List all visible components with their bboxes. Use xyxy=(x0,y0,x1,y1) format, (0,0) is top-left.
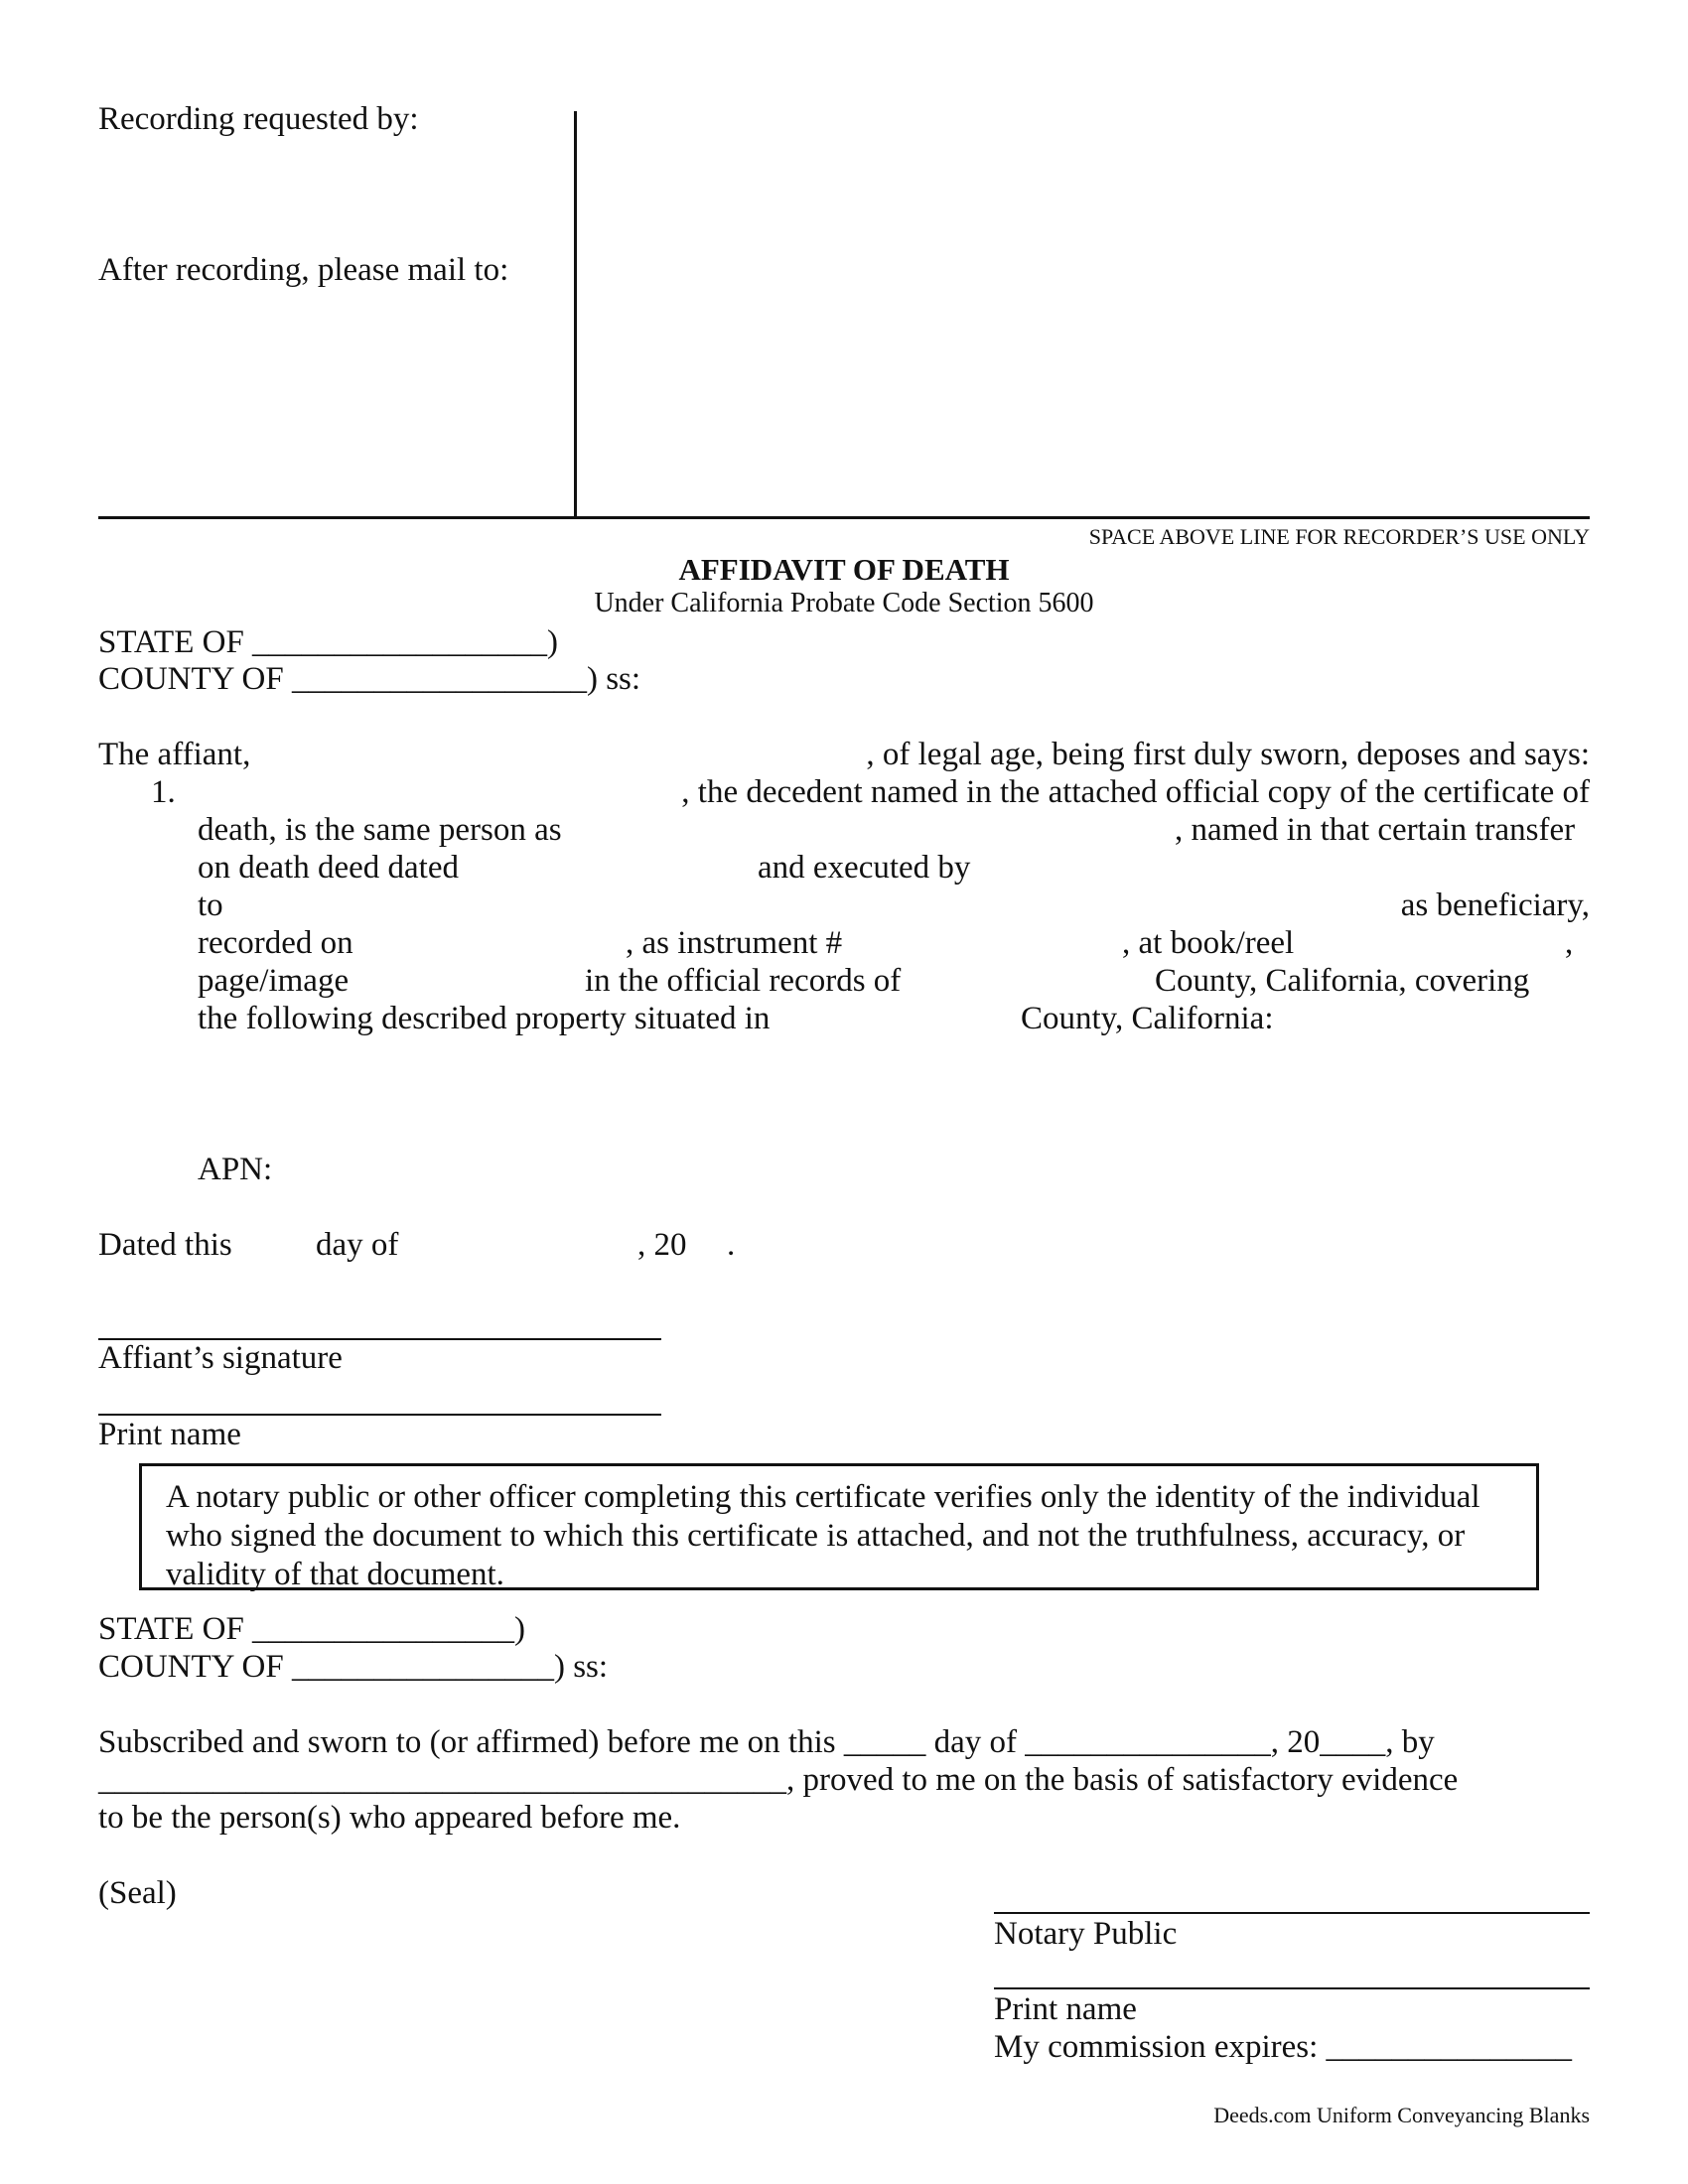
as-beneficiary-text: as beneficiary, xyxy=(1400,887,1590,923)
day-of-text: day of xyxy=(316,1227,399,1263)
recorded-on-text: recorded on xyxy=(198,925,353,961)
seal-label: (Seal) xyxy=(98,1875,177,1911)
after-recording-label: After recording, please mail to: xyxy=(98,252,509,288)
notary-public-label: Notary Public xyxy=(994,1916,1178,1952)
county-california-text: County, California: xyxy=(1021,1001,1274,1036)
county-covering-text: County, California, covering xyxy=(1155,963,1530,999)
instrument-text: , as instrument # xyxy=(626,925,843,961)
notary-notice-box xyxy=(139,1463,1539,1590)
named-transfer-text: , named in that certain transfer xyxy=(1175,812,1576,848)
decedent-named-text: , the decedent named in the attached official copy of the certificate of xyxy=(681,774,1590,810)
affiant-signature-label: Affiant’s signature xyxy=(98,1340,343,1376)
document-title: AFFIDAVIT OF DEATH xyxy=(678,552,1010,587)
notary-venue-state-line: STATE OF ________________) xyxy=(98,1611,526,1647)
dated-period: . xyxy=(727,1227,736,1263)
document-subtitle: Under California Probate Code Section 5600 xyxy=(594,588,1094,618)
recorder-use-note: SPACE ABOVE LINE FOR RECORDER’S USE ONLY xyxy=(1088,524,1590,549)
property-situated-text: the following described property situated in xyxy=(198,1001,771,1036)
jurat-line-2: __________________________________________, proved to me on the basis of satisfactory evidence xyxy=(98,1762,1459,1798)
dated-this-text: Dated this xyxy=(98,1227,232,1263)
the-affiant-text: The affiant, xyxy=(98,737,251,772)
notary-notice-text: A notary public or other officer completing this certificate verifies only the identity of the individual who signed the document to which this certificate is attached, and not the truthfulness, accuracy, or validity of that document. xyxy=(166,1479,1480,1592)
apn-label: APN: xyxy=(198,1152,273,1187)
notary-print-name-label: Print name xyxy=(994,1991,1137,2027)
affiant-print-name-line xyxy=(98,1414,661,1416)
affiant-print-name-label: Print name xyxy=(98,1417,241,1452)
recording-requested-label: Recording requested by: xyxy=(98,101,419,137)
notary-venue-county-line: COUNTY OF ________________) ss: xyxy=(98,1649,609,1685)
footer-text: Deeds.com Uniform Conveyancing Blanks xyxy=(1213,2103,1590,2127)
jurat-line-1: Subscribed and sworn to (or affirmed) before me on this _____ day of _______________, 20____, by xyxy=(98,1724,1435,1760)
book-reel-text: , at book/reel xyxy=(1122,925,1295,961)
and-executed-text: and executed by xyxy=(758,850,971,886)
venue-county-line: COUNTY OF __________________) ss: xyxy=(98,661,641,697)
notary-print-name-line xyxy=(994,1987,1590,1989)
on-death-deed-text: on death deed dated xyxy=(198,850,459,886)
recorder-divider-vertical xyxy=(574,111,577,516)
trailing-comma: , xyxy=(1565,925,1574,961)
official-records-text: in the official records of xyxy=(585,963,902,999)
death-same-person-text: death, is the same person as xyxy=(198,812,562,848)
paragraph-number: 1. xyxy=(151,774,176,810)
commission-expires-label: My commission expires: _______________ xyxy=(994,2029,1573,2065)
to-text: to xyxy=(198,887,223,923)
legal-age-text: , of legal age, being first duly sworn, deposes and says: xyxy=(866,737,1590,772)
page-image-text: page/image xyxy=(198,963,350,999)
notary-signature-line xyxy=(994,1912,1590,1914)
venue-state-line: STATE OF __________________) xyxy=(98,624,559,660)
jurat-line-3: to be the person(s) who appeared before me. xyxy=(98,1800,681,1836)
recorder-divider-horizontal xyxy=(98,516,1590,519)
year-prefix-text: , 20 xyxy=(637,1227,687,1263)
